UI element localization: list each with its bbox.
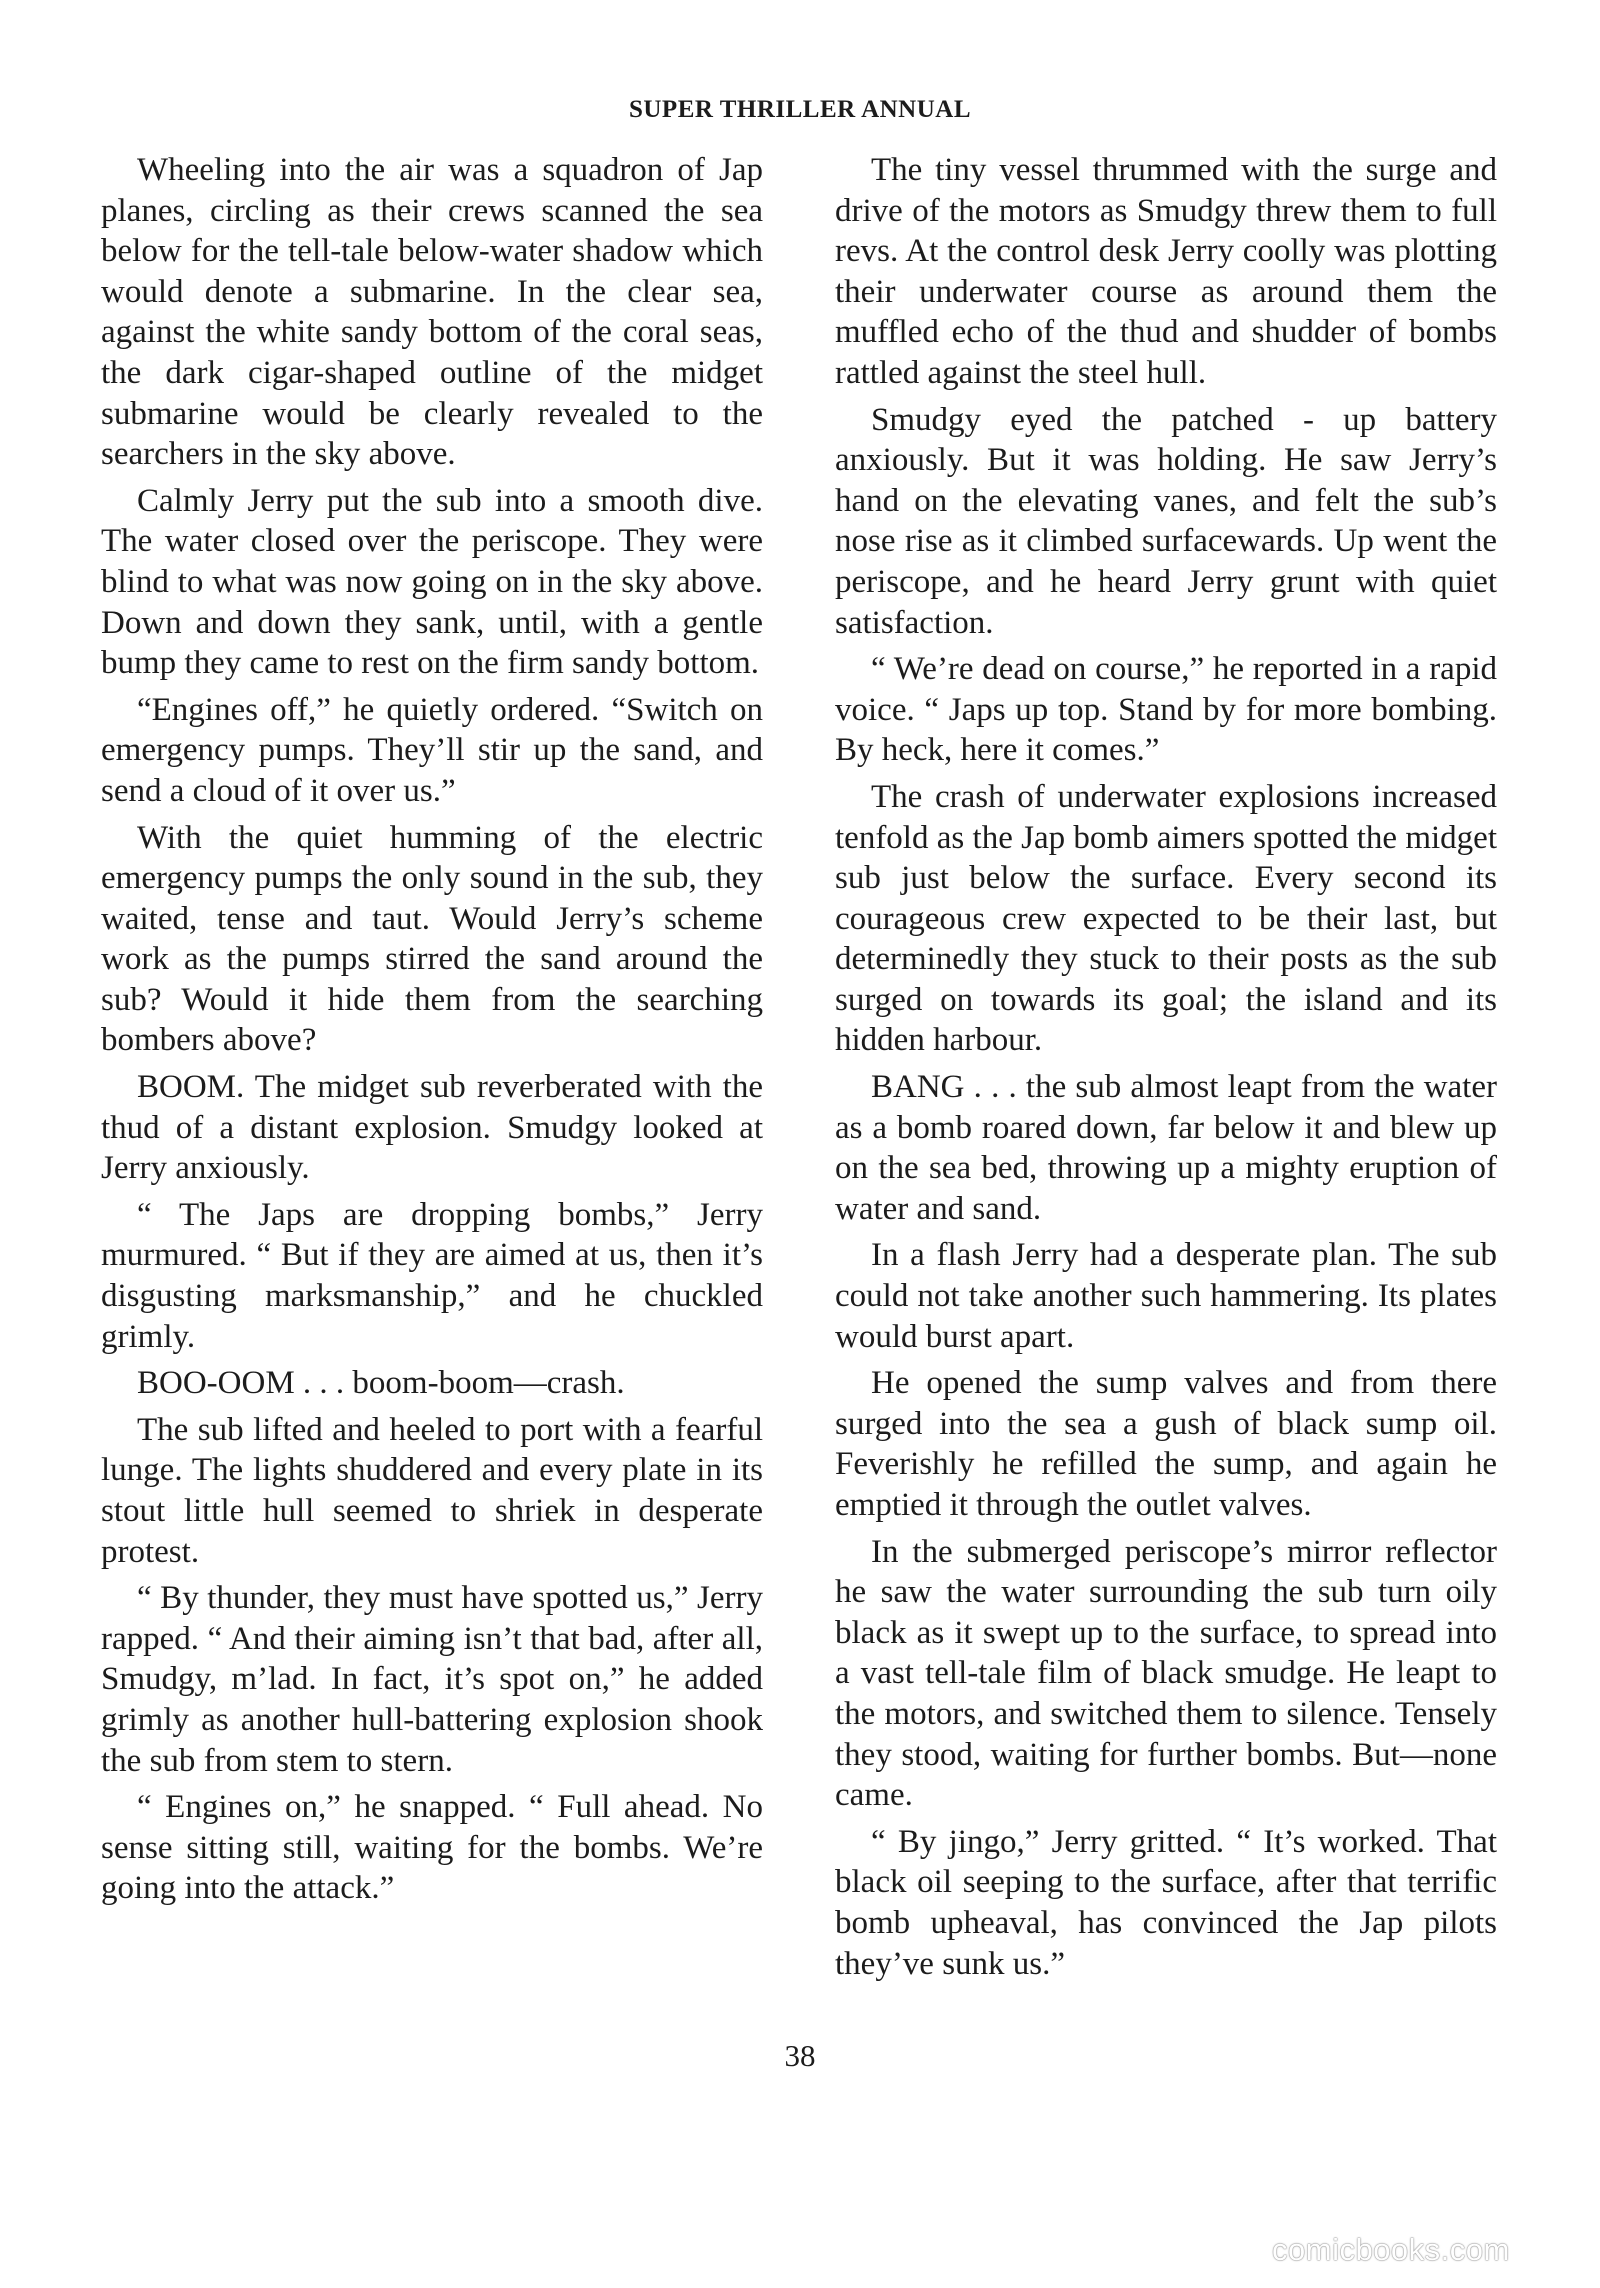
paragraph: The tiny vessel thrummed with the surge and drive of the motors as Smudgy threw them to full revs. At the control desk Jerry coolly was plotting their underwater course as around them the muffled echo of the thud and shudder of bombs rattled against the steel hull.: [835, 152, 1497, 391]
watermark-text: comicbooks.com: [1272, 2232, 1510, 2267]
paragraph: “ By thunder, they must have spotted us,” Jerry rapped. “ And their aiming isn’t that bad, after all, Smudgy, m’lad. In fact, it’s spot on,” he added grimly as another hull-battering explosion shook the sub from stem to stern.: [101, 1580, 763, 1779]
paragraph: BOOM. The midget sub reverberated with the thud of a distant explosion. Smudgy looked at Jerry anxiously.: [101, 1069, 763, 1187]
paragraph: BOO-OOM . . . boom-boom—crash.: [137, 1365, 625, 1402]
paragraph: “ By jingo,” Jerry gritted. “ It’s worked. That black oil seeping to the surface, after that terrific bomb upheaval, has convinced the Jap pilots they’ve sunk us.”: [835, 1823, 1497, 1982]
paragraph: Smudgy eyed the patched - up battery anxiously. But it was holding. He saw Jerry’s hand on the elevating vanes, and felt the sub’s nose rise as it climbed surfacewards. Up went the periscope, and he heard Jerry grunt with quiet satisfaction.: [835, 401, 1497, 641]
paragraph: “ Engines on,” he snapped. “ Full ahead. No sense sitting still, waiting for the bombs. We’re going into the attack.”: [101, 1789, 763, 1907]
paragraph: In a flash Jerry had a desperate plan. The sub could not take another such hammering. Its plates would burst apart.: [835, 1237, 1497, 1355]
paragraph: In the submerged periscope’s mirror reflector he saw the water surrounding the sub turn oily black as it swept up to the surface, to spread into a vast tell-tale film of black smudge. He leapt to the motors, and switched them to silence. Tensely they stood, waiting for further bombs. But—none came.: [835, 1533, 1497, 1814]
paragraph: The sub lifted and heeled to port with a fearful lunge. The lights shuddered and every plate in its stout little hull seemed to shriek in desperate protest.: [101, 1411, 763, 1570]
paragraph: He opened the sump valves and from there surged into the sea a gush of black sump oil. Feverishly he refilled the sump, and again he emptied it through the outlet valves.: [835, 1365, 1497, 1523]
text-column-right: [835, 150, 1497, 1990]
paragraph: “ We’re dead on course,” he reported in a rapid voice. “ Japs up top. Stand by for more bombing. By heck, here it comes.”: [835, 651, 1497, 769]
paragraph: BANG . . . the sub almost leapt from the water as a bomb roared down, far below it and blew up on the sea bed, throwing up a mighty eruption of water and sand.: [835, 1069, 1497, 1227]
paragraph: Wheeling into the air was a squadron of Jap planes, circling as their crews scanned the sea below for the tell-tale below-water shadow which would denote a submarine. In the clear sea, against the white sandy bottom of the coral seas, the dark cigar-shaped outline of the midget submarine would be clearly revealed to the searchers in the sky above.: [101, 152, 763, 473]
running-header: SUPER THRILLER ANNUAL: [628, 96, 972, 123]
paragraph: Calmly Jerry put the sub into a smooth dive. The water closed over the periscope. They were blind to what was now going on in the sky above. Down and down they sank, until, with a gentle bump they came to rest on the firm sandy bottom.: [101, 482, 763, 682]
page-number: 38: [784, 2038, 816, 2073]
paragraph: “ The Japs are dropping bombs,” Jerry murmured. “ But if they are aimed at us, then it’s disgusting marksmanship,” and he chuckled grimly.: [101, 1196, 763, 1355]
paragraph: With the quiet humming of the electric emergency pumps the only sound in the sub, they waited, tense and taut. Would Jerry’s scheme work as the pumps stirred the sand around the sub? Would it hide them from the searching bombers above?: [101, 819, 763, 1059]
paragraph: The crash of underwater explosions increased tenfold as the Jap bomb aimers spotted the midget sub just below the surface. Every second its courageous crew expected to be their last, but determinedly they stuck to their posts as the sub surged on towards its goal; the island and its hidden harbour.: [835, 778, 1497, 1059]
paragraph: “Engines off,” he quietly ordered. “Switch on emergency pumps. They’ll stir up the sand, and send a cloud of it over us.”: [101, 691, 763, 809]
text-column-left: [101, 150, 763, 1915]
